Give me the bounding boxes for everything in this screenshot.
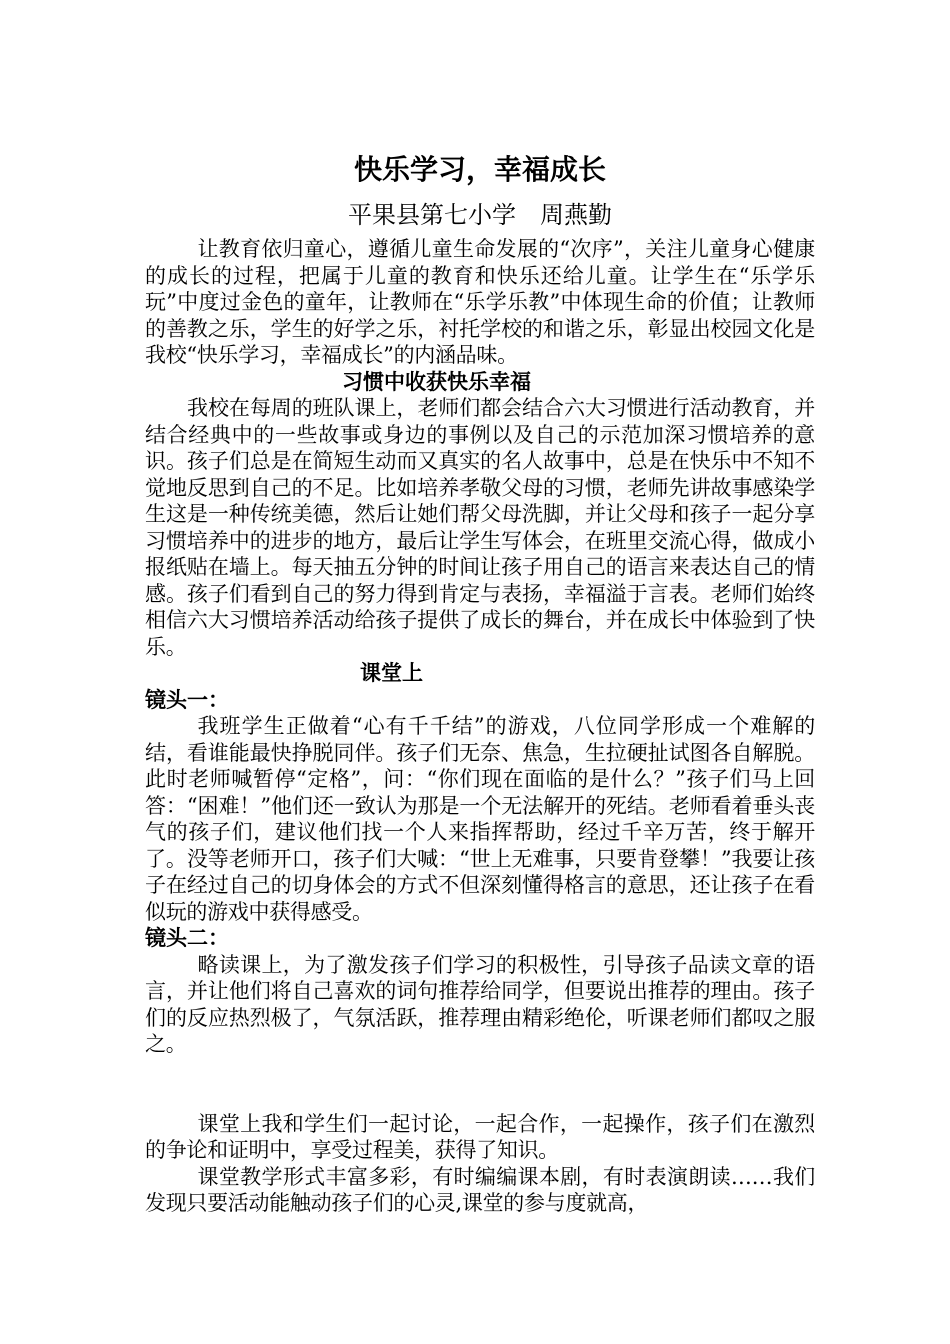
- teaching-forms-paragraph: 课堂教学形式丰富多彩，有时编编课本剧，有时表演朗读……我们发现只要活动能触动孩子们的心灵,课堂的参与度就高，: [145, 1164, 815, 1215]
- shot-two-paragraph: 略读课上，为了激发孩子们学习的积极性，引导孩子品读文章的语言，并让他们将自己喜欢的词句推荐给同学，但要说出推荐的理由。孩子们的反应热烈极了，气氛活跃，推荐理由精彩绝伦，听课老师们都叹之服之。: [145, 952, 815, 1056]
- document-title: 快乐学习，幸福成长: [353, 153, 606, 186]
- document-page: [145, 150, 815, 1217]
- habits-paragraph: 我校在每周的班队课上，老师们都会结合六大习惯进行活动教育，并结合经典中的一些故事或身边的事例以及自己的示范加深习惯培养的意识。孩子们总是在简短生动而又真实的名人故事中，总是在快乐中不知不觉地反思到自己的不足。比如培养孝敬父母的习惯，老师先讲故事感染学生这是一种传统美德，然后让她们帮父母洗脚，并让父母和孩子一起分享习惯培养中的进步的地方，最后让学生写体会，在班里交流心得，做成小报纸贴在墙上。每天抽五分钟的时间让孩子用自己的语言来表达自己的情感。孩子们看到自己的努力得到肯定与表扬，幸福溢于言表。老师们始终相信六大习惯培养活动给孩子提供了成长的舞台，并在成长中体验到了快乐。: [145, 396, 815, 659]
- section-heading-habits: 习惯中收获快乐幸福: [342, 368, 531, 394]
- shot-one-label: 镜头一：: [145, 686, 229, 712]
- discussion-paragraph: 课堂上我和学生们一起讨论，一起合作，一起操作，孩子们在激烈的争论和证明中，享受过程美，获得了知识。: [145, 1111, 815, 1162]
- blank-space: [145, 1058, 815, 1111]
- author-byline: 平果县第七小学 周燕勤: [348, 201, 612, 229]
- shot-one-paragraph: 我班学生正做着“心有千千结”的游戏，八位同学形成一个难解的结，看谁能最快挣脱同伴。孩子们无奈、焦急，生拉硬扯试图各自解脱。此时老师喊暂停“定格”，问：“你们现在面临的是什么？”孩子们马上回答：“困难！”他们还一致认为那是一个无法解开的死结。老师看着垂头丧气的孩子们，建议他们找一个人来指挥帮助，经过千辛万苦，终于解开了。没等老师开口，孩子们大喊：“世上无难事，只要肯登攀！”我要让孩子在经过自己的切身体会的方式不但深刻懂得格言的意思，还让孩子在看似玩的游戏中获得感受。: [145, 714, 815, 924]
- shot-two-label: 镜头二：: [145, 925, 229, 950]
- intro-paragraph: 让教育依归童心，遵循儿童生命发展的“次序”，关注儿童身心健康的成长的过程，把属于儿童的教育和快乐还给儿童。让学生在“乐学乐玩”中度过金色的童年，让教师在“乐学乐教”中体现生命的价值；让教师的善教之乐，学生的好学之乐，衬托学校的和谐之乐，彰显出校园文化是我校“快乐学习，幸福成长”的内涵品味。: [145, 237, 815, 367]
- section-heading-classroom: 课堂上: [360, 660, 423, 685]
